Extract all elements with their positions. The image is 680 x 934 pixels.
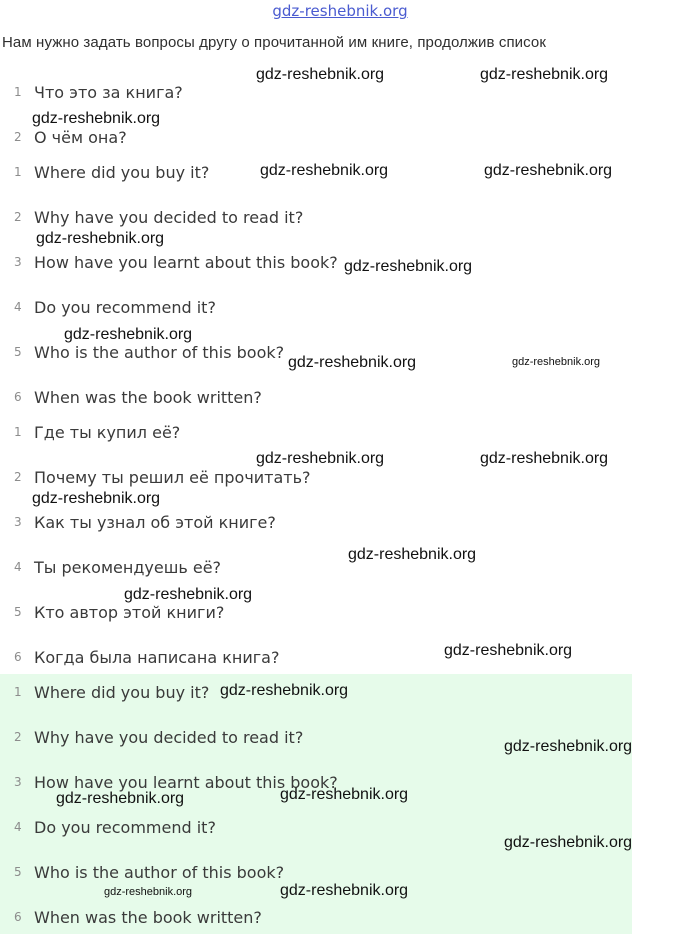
- item-text: Who is the author of this book?: [34, 342, 285, 362]
- item-text: Why have you decided to read it?: [34, 207, 304, 227]
- item-number: 2: [14, 470, 22, 484]
- item-number: 2: [14, 130, 22, 144]
- watermark: gdz-reshebnik.org: [484, 162, 613, 179]
- answer-item: [14, 905, 262, 929]
- watermark: gdz-reshebnik.org: [344, 258, 473, 275]
- watermark: gdz-reshebnik.org: [36, 230, 165, 247]
- list-item: [14, 465, 311, 489]
- item-number: 1: [14, 685, 22, 699]
- item-text: Как ты узнал об этой книге?: [34, 512, 276, 532]
- watermark: gdz-reshebnik.org: [220, 682, 349, 699]
- item-number: 6: [14, 650, 22, 664]
- watermark: gdz-reshebnik.org: [280, 786, 409, 803]
- item-number: 2: [14, 210, 22, 224]
- item-text: When was the book written?: [34, 387, 262, 407]
- item-text: How have you learnt about this book?: [34, 772, 338, 792]
- item-text: Where did you buy it?: [34, 162, 210, 182]
- list-item: [14, 510, 276, 534]
- watermark: gdz-reshebnik.org: [444, 642, 573, 659]
- item-text: О чём она?: [34, 127, 127, 147]
- item-text: Кто автор этой книги?: [34, 602, 225, 622]
- list-item: [14, 420, 180, 444]
- list-item: [14, 160, 209, 184]
- watermark: gdz-reshebnik.org: [56, 790, 185, 807]
- item-text: Why have you decided to read it?: [34, 727, 304, 747]
- item-number: 5: [14, 865, 22, 879]
- watermark: gdz-reshebnik.org: [480, 450, 609, 467]
- answer-item: [14, 725, 303, 749]
- watermark: gdz-reshebnik.org: [256, 66, 385, 83]
- item-text: Почему ты решил её прочитать?: [34, 467, 311, 487]
- item-text: Who is the author of this book?: [34, 862, 285, 882]
- list-item: [14, 385, 262, 409]
- item-text: Где ты купил её?: [34, 422, 181, 442]
- item-number: 1: [14, 85, 22, 99]
- list-item: [14, 80, 183, 104]
- item-text: Когда была написана книга?: [34, 647, 280, 667]
- list-item: [14, 250, 338, 274]
- item-number: 1: [14, 165, 22, 179]
- answer-item: [14, 680, 209, 704]
- watermark: gdz-reshebnik.org: [480, 66, 609, 83]
- watermark: gdz-reshebnik.org: [348, 546, 477, 563]
- list-item: [14, 555, 221, 579]
- list-item: [14, 125, 127, 149]
- item-text: Ты рекомендуешь её?: [34, 557, 222, 577]
- item-text: When was the book written?: [34, 907, 262, 927]
- watermark: gdz-reshebnik.org: [64, 326, 193, 343]
- watermark: gdz-reshebnik.org: [504, 834, 633, 851]
- item-number: 6: [14, 910, 22, 924]
- watermark: gdz-reshebnik.org: [512, 356, 601, 368]
- item-number: 4: [14, 820, 22, 834]
- item-text: How have you learnt about this book?: [34, 252, 338, 272]
- site-link[interactable]: gdz-reshebnik.org: [272, 2, 408, 20]
- item-number: 4: [14, 560, 22, 574]
- watermark: gdz-reshebnik.org: [256, 450, 385, 467]
- item-text: Do you recommend it?: [34, 817, 216, 837]
- item-text: Do you recommend it?: [34, 297, 216, 317]
- task-instruction: Нам нужно задать вопросы другу о прочитанной им книге, продолжив список: [2, 34, 547, 51]
- item-number: 2: [14, 730, 22, 744]
- list-item: [14, 645, 279, 669]
- item-number: 3: [14, 775, 22, 789]
- item-number: 3: [14, 255, 22, 269]
- item-text: Что это за книга?: [34, 82, 183, 102]
- item-number: 5: [14, 605, 22, 619]
- answer-item: [14, 815, 216, 839]
- item-number: 5: [14, 345, 22, 359]
- item-number: 4: [14, 300, 22, 314]
- watermark: gdz-reshebnik.org: [504, 738, 633, 755]
- watermark: gdz-reshebnik.org: [280, 882, 409, 899]
- watermark: gdz-reshebnik.org: [32, 110, 161, 127]
- item-text: Where did you buy it?: [34, 682, 210, 702]
- watermark: gdz-reshebnik.org: [104, 886, 193, 898]
- item-number: 1: [14, 425, 22, 439]
- list-item: [14, 295, 216, 319]
- list-item: [14, 205, 303, 229]
- watermark: gdz-reshebnik.org: [260, 162, 389, 179]
- watermark: gdz-reshebnik.org: [32, 490, 161, 507]
- answer-item: [14, 860, 284, 884]
- watermark: gdz-reshebnik.org: [288, 354, 417, 371]
- item-number: 6: [14, 390, 22, 404]
- watermark: gdz-reshebnik.org: [124, 586, 253, 603]
- item-number: 3: [14, 515, 22, 529]
